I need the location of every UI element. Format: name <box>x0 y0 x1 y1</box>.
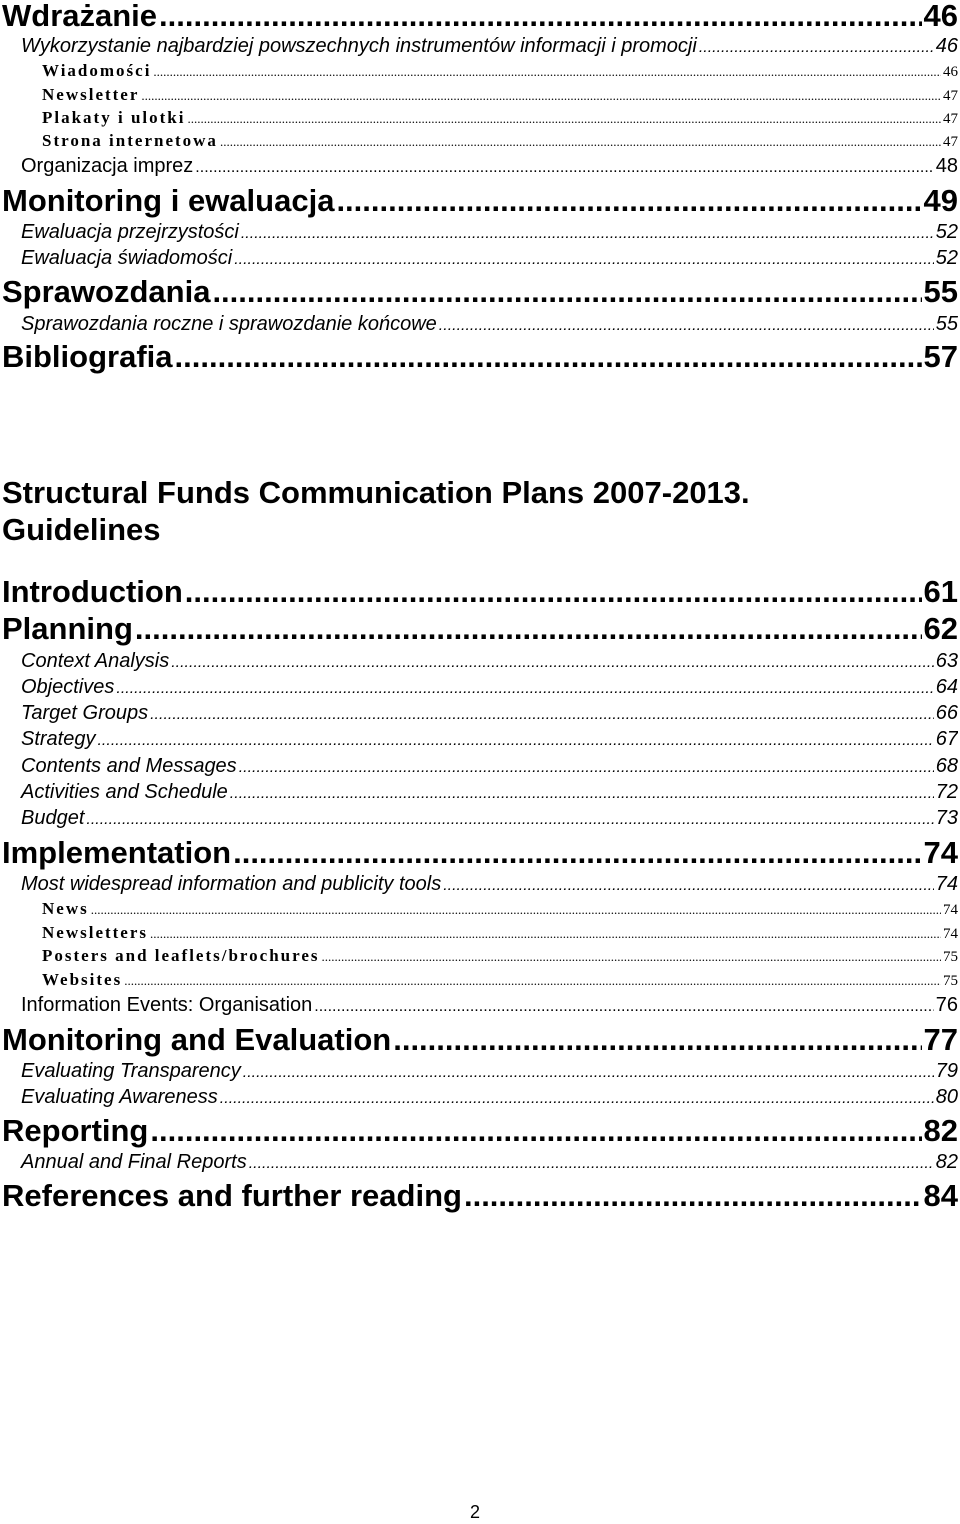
toc-entry-page: 52 <box>935 247 958 269</box>
dot-leader <box>314 998 933 1016</box>
toc-entry-page: 74 <box>923 835 958 870</box>
dot-leader <box>464 1178 922 1214</box>
dot-leader <box>150 1113 921 1149</box>
toc-entry[interactable] <box>0 728 958 754</box>
toc-entry-title: Introduction <box>2 574 183 609</box>
toc-entry[interactable] <box>0 0 958 34</box>
dot-leader <box>97 732 933 750</box>
toc-entry-page: 63 <box>935 650 958 672</box>
dot-leader <box>195 159 933 177</box>
toc-entry[interactable] <box>0 574 958 610</box>
dot-leader <box>393 1022 921 1058</box>
dot-leader <box>187 111 941 127</box>
dot-leader <box>175 339 922 375</box>
toc-entry[interactable] <box>0 1178 958 1214</box>
dot-leader <box>159 0 921 34</box>
toc-entry[interactable] <box>0 131 958 154</box>
toc-entry[interactable] <box>0 221 958 247</box>
toc-entry-title: Planning <box>2 611 133 646</box>
toc-entry-title: Newsletters <box>42 923 149 942</box>
toc-entry[interactable] <box>0 339 958 375</box>
dot-leader <box>230 785 934 803</box>
dot-leader <box>336 183 921 219</box>
toc-entry-title: Activities and Schedule <box>21 781 228 803</box>
toc-entry-page: 77 <box>923 1022 958 1057</box>
toc-entry-title: Budget <box>21 807 85 829</box>
toc-entry[interactable] <box>0 807 958 833</box>
dot-leader <box>86 811 933 829</box>
toc-entry-title: Newsletter <box>42 85 140 104</box>
toc-entry-page: 47 <box>943 111 958 127</box>
dot-leader <box>443 877 934 895</box>
toc-entry[interactable] <box>0 650 958 676</box>
toc-entry-page: 64 <box>935 676 958 698</box>
dot-leader <box>233 835 921 871</box>
toc-entry-page: 82 <box>923 1113 958 1148</box>
section-heading-line-1: Structural Funds Communication Plans 2007-2013. <box>2 475 750 510</box>
toc-entry-page: 46 <box>935 35 958 57</box>
toc-entry-page: 47 <box>943 134 958 150</box>
dot-leader <box>239 759 934 777</box>
toc-entry[interactable] <box>0 274 958 310</box>
toc-entry-page: 46 <box>943 64 958 80</box>
toc-entry[interactable] <box>0 994 958 1020</box>
dot-leader <box>116 680 933 698</box>
toc-entry-page: 73 <box>935 807 958 829</box>
toc-entry[interactable] <box>0 1151 958 1177</box>
toc-entry-title: Ewaluacja świadomości <box>21 247 233 269</box>
toc-entry-page: 80 <box>935 1086 958 1108</box>
toc-entry-title: Bibliografia <box>2 339 173 374</box>
toc-entry-title: Contents and Messages <box>21 755 237 777</box>
toc-entry-page: 52 <box>935 221 958 243</box>
toc-entry-page: 67 <box>935 728 958 750</box>
toc-entry[interactable] <box>0 183 958 219</box>
toc-entry[interactable] <box>0 873 958 899</box>
toc-entry-title: Wdrażanie <box>2 0 158 33</box>
dot-leader <box>220 1090 934 1108</box>
toc-entry[interactable] <box>0 85 958 108</box>
dot-leader <box>124 973 941 989</box>
toc-entry[interactable] <box>0 923 958 946</box>
dot-leader <box>171 654 934 672</box>
toc-entry[interactable] <box>0 676 958 702</box>
dot-leader <box>234 251 934 269</box>
toc-entry[interactable] <box>0 702 958 728</box>
section-heading-line-2: Guidelines <box>2 512 161 547</box>
toc-entry-page: 74 <box>935 873 958 895</box>
toc-entry-page: 47 <box>943 88 958 104</box>
toc-entry[interactable] <box>0 1022 958 1058</box>
toc-entry-page: 55 <box>923 274 958 309</box>
toc-entry[interactable] <box>0 35 958 61</box>
toc-entry[interactable] <box>0 970 958 993</box>
toc-entry-page: 57 <box>923 339 958 374</box>
toc-entry[interactable] <box>0 155 958 181</box>
toc-entry[interactable] <box>0 1113 958 1149</box>
toc-entry[interactable] <box>0 611 958 647</box>
toc-entry-title: Objectives <box>21 676 115 698</box>
toc-entry-title: Information Events: Organisation <box>21 994 313 1016</box>
dot-leader <box>439 317 934 335</box>
toc-entry-title: Sprawozdania <box>2 274 211 309</box>
toc-entry-title: Wiadomości <box>42 61 152 80</box>
toc-entry-title: News <box>42 899 89 918</box>
dot-leader <box>150 926 941 942</box>
toc-entry-title: Annual and Final Reports <box>21 1151 247 1173</box>
toc-entry-title: Most widespread information and publicity tools <box>21 873 442 895</box>
toc-entry-page: 79 <box>935 1060 958 1082</box>
toc-entry-title: Context Analysis <box>21 650 170 672</box>
toc-entry[interactable] <box>0 108 958 131</box>
toc-entry[interactable] <box>0 1086 958 1112</box>
toc-entry[interactable] <box>0 1060 958 1086</box>
toc-entry-page: 75 <box>943 973 958 989</box>
toc-entry[interactable] <box>0 946 958 969</box>
toc-entry-page: 74 <box>943 926 958 942</box>
toc-entry[interactable] <box>0 313 958 339</box>
dot-leader <box>322 949 941 965</box>
dot-leader <box>220 134 941 150</box>
dot-leader <box>150 706 934 724</box>
toc-entry[interactable] <box>0 755 958 781</box>
toc-entry-page: 82 <box>935 1151 958 1173</box>
toc-entry[interactable] <box>0 899 958 922</box>
dot-leader <box>153 64 941 80</box>
toc-entry-page: 75 <box>943 949 958 965</box>
toc-entry-title: Strategy <box>21 728 96 750</box>
toc-entry-page: 49 <box>923 183 958 218</box>
toc-entry-title: References and further reading <box>2 1178 462 1213</box>
toc-entry-page: 61 <box>923 574 958 609</box>
dot-leader <box>135 611 922 647</box>
toc-entry-page: 46 <box>923 0 958 33</box>
toc-entry-title: Websites <box>42 970 123 989</box>
dot-leader <box>185 574 922 610</box>
toc-entry-title: Wykorzystanie najbardziej powszechnych instrumentów informacji i promocji <box>21 35 697 57</box>
dot-leader <box>699 39 934 57</box>
toc-entry-title: Reporting <box>2 1113 149 1148</box>
toc-entry-title: Posters and leaflets/brochures <box>42 946 320 965</box>
section-heading <box>2 474 750 548</box>
toc-entry-page: 74 <box>943 902 958 918</box>
toc-entry-title: Evaluating Transparency <box>21 1060 241 1082</box>
toc-entry-page: 48 <box>935 155 958 177</box>
toc-entry-title: Strona internetowa <box>42 131 218 150</box>
toc-entry-title: Implementation <box>2 835 232 870</box>
dot-leader <box>241 225 934 243</box>
toc-entry-page: 66 <box>935 702 958 724</box>
toc-entry-title: Monitoring i ewaluacja <box>2 183 335 218</box>
toc-entry[interactable] <box>0 61 958 84</box>
toc-entry[interactable] <box>0 781 958 807</box>
toc-entry-page: 68 <box>935 755 958 777</box>
toc-entry-page: 76 <box>935 994 958 1016</box>
toc-entry-title: Target Groups <box>21 702 149 724</box>
dot-leader <box>249 1155 934 1173</box>
toc-entry-title: Monitoring and Evaluation <box>2 1022 392 1057</box>
toc-entry-page: 62 <box>923 611 958 646</box>
dot-leader <box>212 274 921 310</box>
toc-entry-title: Ewaluacja przejrzystości <box>21 221 239 243</box>
toc-entry[interactable] <box>0 835 958 871</box>
dot-leader <box>243 1064 934 1082</box>
toc-entry-page: 55 <box>935 313 958 335</box>
toc-entry-title: Sprawozdania roczne i sprawozdanie końcowe <box>21 313 437 335</box>
dot-leader <box>141 88 941 104</box>
toc-entry-page: 72 <box>935 781 958 803</box>
toc-entry-page: 84 <box>923 1178 958 1213</box>
toc-entry-title: Plakaty i ulotki <box>42 108 186 127</box>
page-number: 2 <box>470 1502 481 1522</box>
toc-entry-title: Evaluating Awareness <box>21 1086 218 1108</box>
toc-entry[interactable] <box>0 247 958 273</box>
dot-leader <box>91 902 941 918</box>
toc-entry-title: Organizacja imprez <box>21 155 194 177</box>
